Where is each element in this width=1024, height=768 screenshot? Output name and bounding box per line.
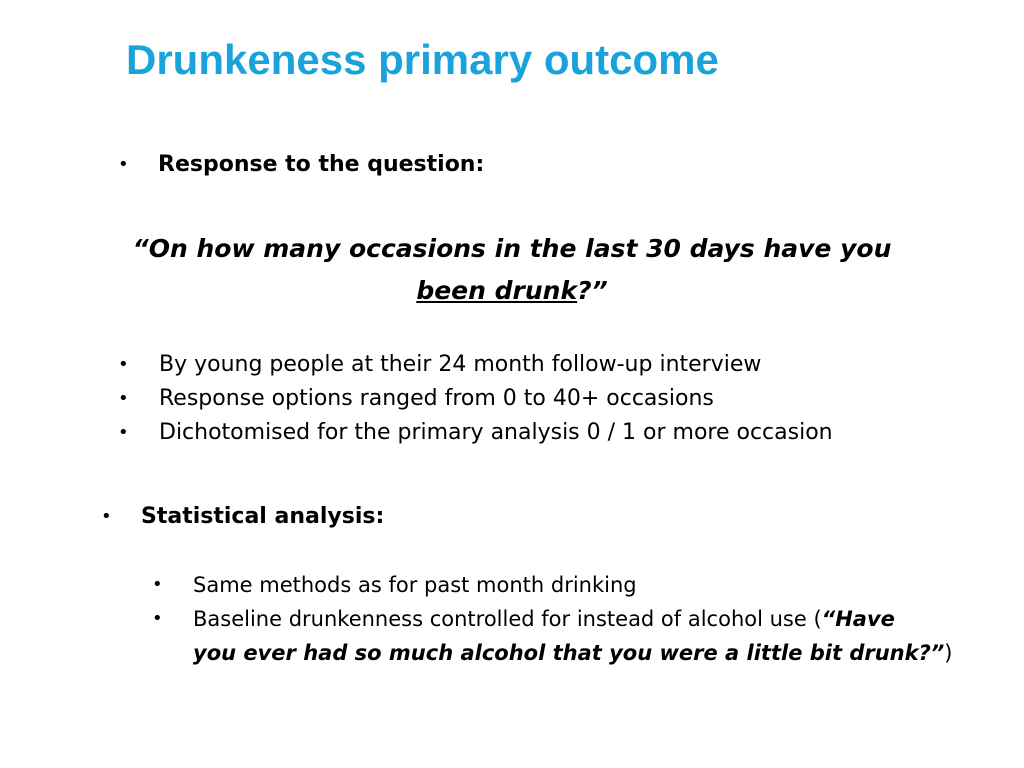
stats-point-2-line-2 xyxy=(193,636,953,670)
stats-point-2-line-1 xyxy=(193,602,895,636)
response-point-3: Dichotomised for the primary analysis 0 / 1 or more occasion xyxy=(159,420,833,445)
question-underlined: been drunk xyxy=(416,276,578,305)
stats-point-2-emph-end: you ever had so much alcohol that you were a little bit drunk?” xyxy=(193,641,945,665)
bullet-icon: • xyxy=(101,506,112,527)
stats-point-2-prefix: Baseline drunkenness controlled for instead of alcohol use ( xyxy=(193,607,822,631)
bullet-icon: • xyxy=(118,388,129,409)
stats-point-2-suffix: ) xyxy=(944,641,953,665)
bullet-icon: • xyxy=(118,154,129,175)
bullet-icon: • xyxy=(152,608,163,629)
bullet-icon: • xyxy=(118,354,129,375)
stats-heading: Statistical analysis: xyxy=(141,504,385,529)
bullet-icon: • xyxy=(152,574,163,595)
response-point-2: Response options ranged from 0 to 40+ occasions xyxy=(159,386,714,411)
question-line-1: “On how many occasions in the last 30 days have you xyxy=(132,234,892,263)
stats-point-1: Same methods as for past month drinking xyxy=(193,573,637,597)
question-quote xyxy=(120,228,904,312)
response-point-1: By young people at their 24 month follow-up interview xyxy=(159,352,762,377)
stats-point-2-emph-start: “Have xyxy=(821,607,895,631)
question-line-2 xyxy=(120,270,904,312)
question-end: ?” xyxy=(577,276,608,305)
slide-title: Drunkeness primary outcome xyxy=(126,36,719,83)
response-heading: Response to the question: xyxy=(158,152,485,177)
bullet-icon: • xyxy=(118,422,129,443)
